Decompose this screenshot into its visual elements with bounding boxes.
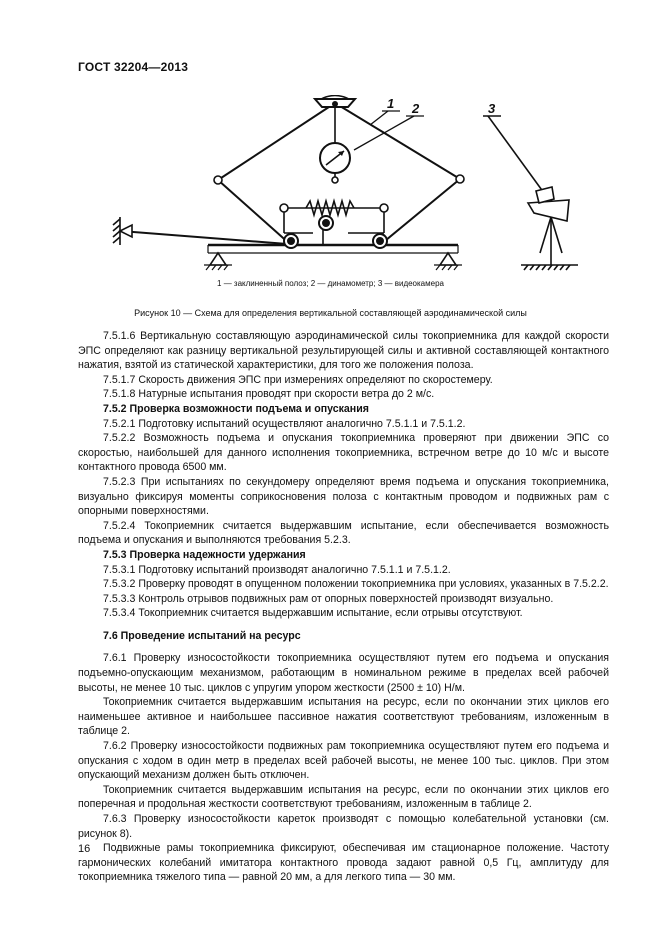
page-number: 16 (78, 843, 91, 855)
paragraph: Токоприемник считается выдержавшим испытания на ресурс, если по окончании этих циклов его поперечная и продольная жесткости соответствуют требованиям, изложенным в таблице 2. (78, 783, 609, 811)
document-header: ГОСТ 32204—2013 (78, 60, 189, 74)
paragraph: 7.5.3.4 Токоприемник считается выдержавшим испытание, если отрывы отсутствуют. (103, 607, 523, 620)
paragraph: 7.5.3.2 Проверку проводят в опущенном положении токоприемника при условиях, указанных в 7.5.2.2. (103, 578, 609, 591)
figure-label-2: 2 (412, 101, 420, 116)
section-heading: 7.6 Проведение испытаний на ресурс (103, 629, 301, 642)
paragraph: 7.5.3.3 Контроль отрывов подвижных рам от опорных поверхностей производят визуально. (103, 592, 554, 605)
paragraph: 7.5.2.2 Возможность подъема и опускания токоприемника проверяют при движении ЭПС со скоростью, наибольшей для данного исполнения токоприемника, встречном ветре до 10 м/с и высоте контактного провода 6500 мм. (78, 432, 609, 474)
paragraph: 7.6.2 Проверку износостойкости подвижных рам токоприемника осуществляют путем его подъема и опускания с ходом в один метр в пределах всей рабочей высоты, не менее 100 тыс. циклов. При этом опускающий механизм должен быть отключен. (78, 740, 609, 782)
paragraph: 7.5.3.1 Подготовку испытаний производят аналогично 7.5.1.1 и 7.5.1.2. (103, 563, 451, 576)
paragraph: Токоприемник считается выдержавшим испытания на ресурс, если по окончании этих циклов его наименьшее активное и наибольшее пассивное нажатия соответствуют требованиям, изложенным в таблице 2. (78, 696, 609, 738)
body-text (78, 329, 609, 885)
paragraph: Подвижные рамы токоприемника фиксируют, обеспечивая им стационарное положение. Частоту гармонических колебаний имитатора контактного провода задают равной 0,5 Гц, амплитуду для токоприемника тяжелого типа — равной 20 мм, а для легкого типа — 30 мм. (78, 842, 609, 884)
spacer (78, 621, 609, 629)
paragraph: 7.5.2.4 Токоприемник считается выдержавшим испытание, если обеспечивается возможность подъема и опускания и выполняются требования 5.2.3. (78, 519, 609, 547)
section-heading: 7.5.3 Проверка надежности удержания (103, 548, 306, 561)
paragraph: 7.5.1.8 Натурные испытания проводят при скорости ветра до 2 м/с. (103, 388, 435, 401)
figure-label-1: 1 (387, 96, 395, 111)
figure-caption: Рисунок 10 — Схема для определения вертикальной составляющей аэродинамической силы (134, 308, 527, 318)
pantograph-diagram (108, 95, 578, 285)
paragraph: 7.5.2.3 При испытаниях по секундомеру определяют время подъема и опускания токоприемника, визуально фиксируя моменты соприкосновения полоза с контактным проводом и подвижных рам с опорными поверхностями. (78, 475, 609, 518)
paragraph: 7.6.3 Проверку износостойкости кареток производят с помощью колебательной установки (см. рисунок 8). (78, 813, 609, 840)
spacer (78, 643, 609, 651)
paragraph: 7.5.2.1 Подготовку испытаний осуществляют аналогично 7.5.1.1 и 7.5.1.2. (103, 417, 466, 430)
figure-legend: 1 — заклиненный полоз; 2 — динамометр; 3 — видеокамера (217, 279, 444, 288)
paragraph: 7.5.1.6 Вертикальную составляющую аэродинамической силы токоприемника для каждой скорости ЭПС определяют как разницу вертикальной результирующей силы и активной составляющей контактного нажатия, взятой из статической характеристики, для того же положения полоза. (78, 330, 609, 372)
paragraph: 7.6.1 Проверку износостойкости токоприемника осуществляют путем его подъема и опускания подъемно-опускающим механизмом, работающим в номинальном режиме в пределах всей рабочей высоты, не менее 10 тыс. циклов с упругим упором жесткости (2500 ± 10) Н/м. (78, 652, 609, 694)
paragraph: 7.5.1.7 Скорость движения ЭПС при измерениях определяют по скоростемеру. (103, 373, 493, 386)
section-heading: 7.5.2 Проверка возможности подъема и опускания (103, 402, 369, 415)
figure-label-3: 3 (488, 101, 496, 116)
